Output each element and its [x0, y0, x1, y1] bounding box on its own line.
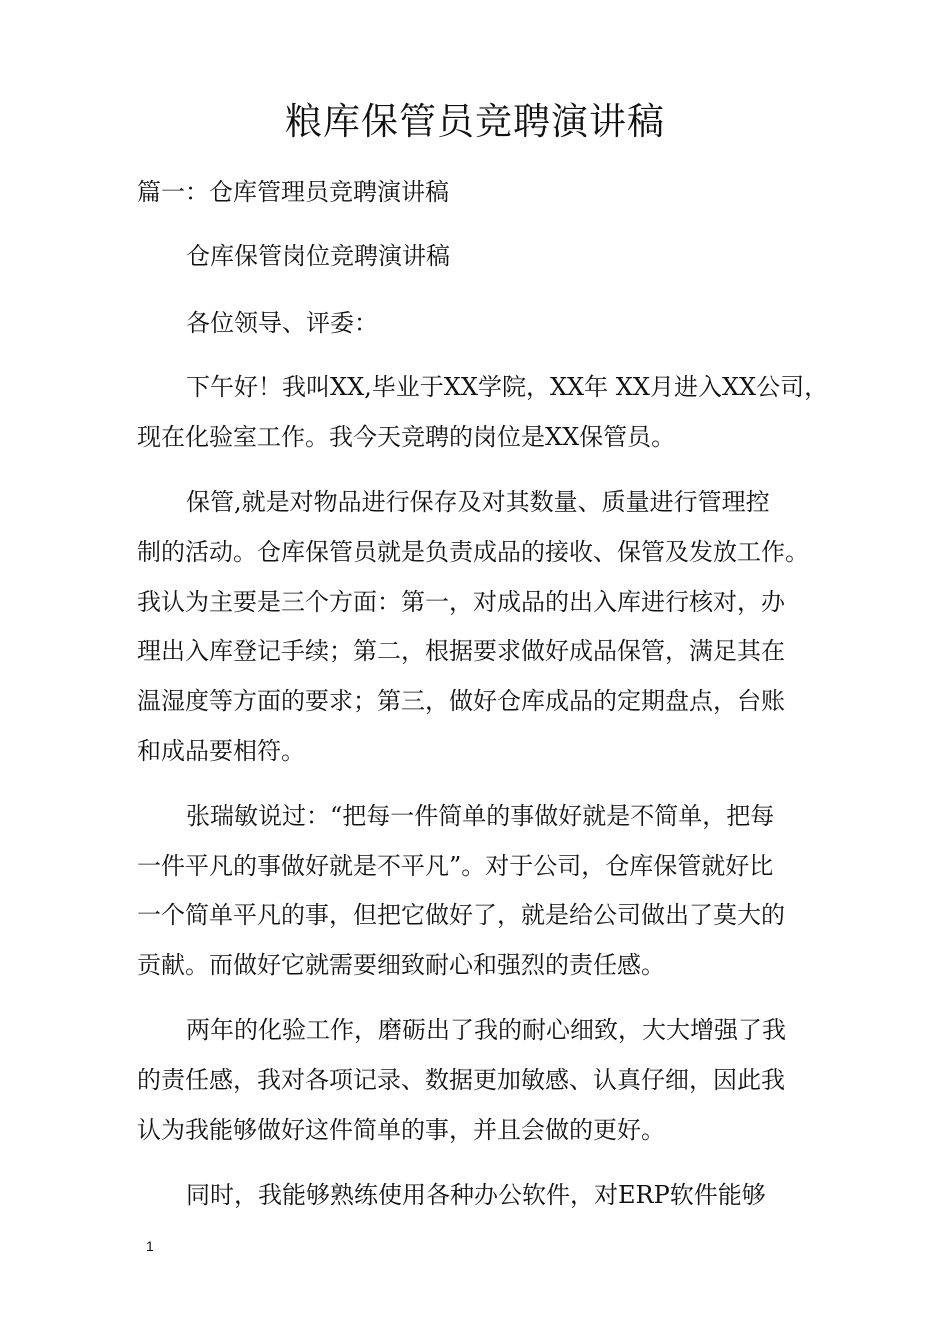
page-number: 1	[146, 1238, 154, 1254]
paragraph-line: 张瑞敏说过：“把每一件简单的事做好就是不简单，把每	[186, 802, 775, 830]
paragraph-line: 制的活动。仓库保管员就是负责成品的接收、保管及发放工作。	[137, 538, 809, 566]
paragraph-line: 现在化验室工作。我今天竞聘的岗位是XX保管员。	[137, 423, 676, 451]
paragraph-line: 一个简单平凡的事，但把它做好了，就是给公司做出了莫大的	[137, 901, 785, 929]
paragraph-line: 和成品要相符。	[137, 737, 305, 765]
paragraph-line: 下午好！我叫XX,毕业于XX学院，XX年 XX月进入XX公司，	[186, 373, 829, 401]
paragraph-line: 保管,就是对物品进行保存及对其数量、质量进行管理控	[186, 488, 770, 516]
paragraph-line: 同时，我能够熟练使用各种办公软件，对ERP软件能够	[186, 1181, 766, 1209]
paragraph-line: 我认为主要是三个方面：第一，对成品的出入库进行核对，办	[137, 588, 785, 616]
paragraph-line: 认为我能够做好这件简单的事，并且会做的更好。	[137, 1116, 665, 1144]
paragraph-line: 的责任感，我对各项记录、数据更加敏感、认真仔细，因此我	[137, 1066, 785, 1094]
subtitle: 仓库保管岗位竞聘演讲稿	[186, 242, 450, 270]
paragraph-line: 两年的化验工作，磨砺出了我的耐心细致，大大增强了我	[186, 1016, 786, 1044]
document-title: 粮库保管员竞聘演讲稿	[285, 100, 665, 143]
paragraph-line: 贡献。而做好它就需要细致耐心和强烈的责任感。	[137, 951, 665, 979]
salutation: 各位领导、评委：	[186, 309, 378, 337]
paragraph-line: 理出入库登记手续；第二，根据要求做好成品保管，满足其在	[137, 637, 785, 665]
paragraph-line: 一件平凡的事做好就是不平凡”。对于公司，仓库保管就好比	[137, 852, 774, 880]
section-heading: 篇一：仓库管理员竞聘演讲稿	[137, 178, 449, 206]
paragraph-line: 温湿度等方面的要求；第三，做好仓库成品的定期盘点，台账	[137, 687, 785, 715]
